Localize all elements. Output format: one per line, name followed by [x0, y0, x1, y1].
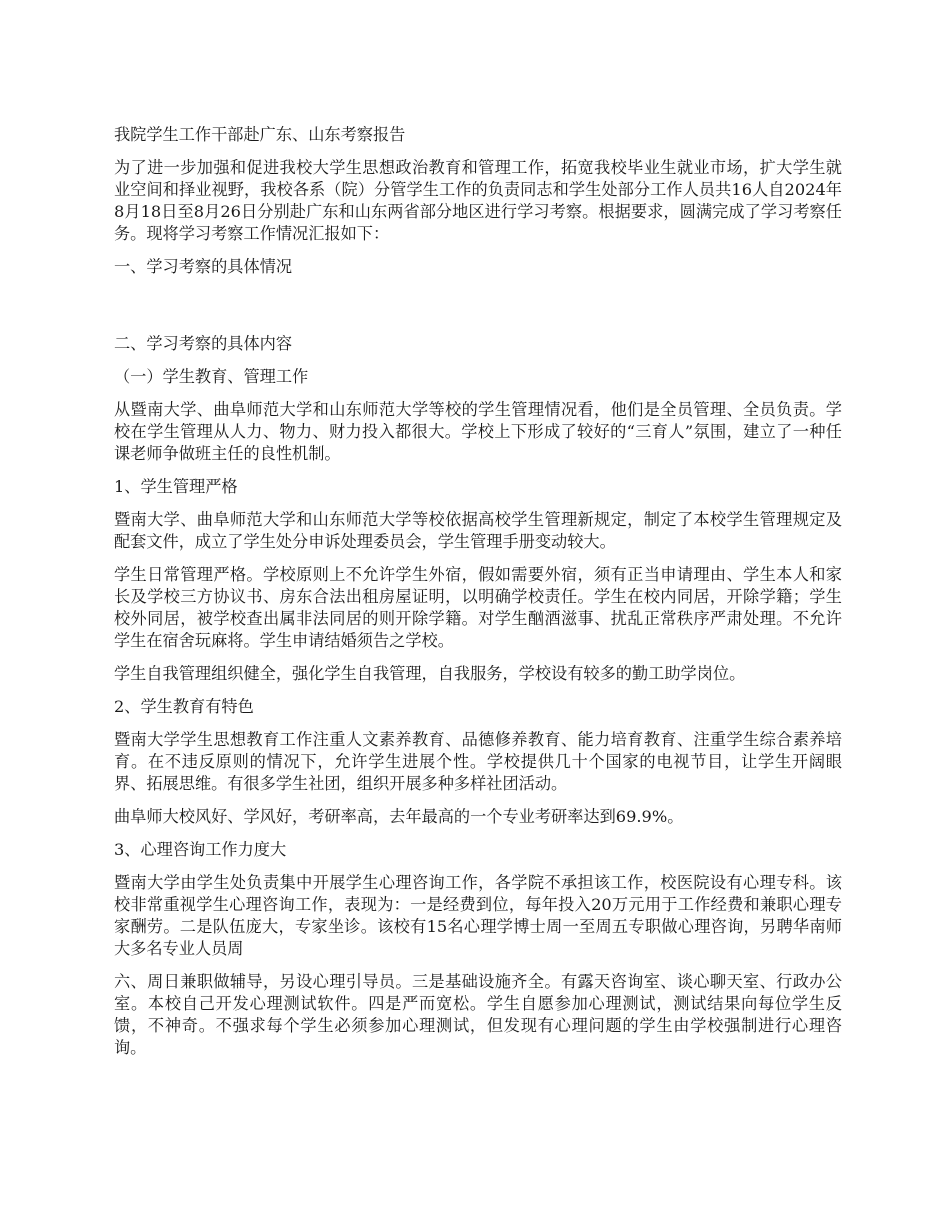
intro-paragraph: 为了进一步加强和促进我校大学生思想政治教育和管理工作，拓宽我校毕业生就业市场，扩大学生就业空间和择业视野，我校各系（院）分管学生工作的负责同志和学生处部分工作人员共16人自2024年8月18日至8月26日分别赴广东和山东两省部分地区进行学习考察。根据要求，圆满完成了学习考察任务。现将学习考察工作情况汇报如下：: [114, 158, 842, 243]
point-2-paragraph-2: 曲阜师大校风好、学风好，考研率高，去年最高的一个专业考研率达到69.9%。: [114, 807, 684, 826]
point-1-heading: 1、学生管理严格: [114, 477, 238, 496]
section-2-heading: 二、学习考察的具体内容: [114, 334, 293, 353]
subsection-1-heading: （一）学生教育、管理工作: [114, 367, 309, 386]
point-3-paragraph-1: 暨南大学由学生处负责集中开展学生心理咨询工作，各学院不承担该工作，校医院设有心理专科。该校非常重视学生心理咨询工作，表现为：一是经费到位，每年投入20万元用于工作经费和兼职心理专家酬劳。二是队伍庞大，专家坐诊。该校有15名心理学博士周一至周五专职做心理咨询，另聘华南师大多名专业人员周: [114, 873, 842, 958]
section-1-heading: 一、学习考察的具体情况: [114, 257, 293, 276]
point-2-paragraph-1: 暨南大学学生思想教育工作注重人文素养教育、品德修养教育、能力培育教育、注重学生综合素养培育。在不违反原则的情况下，允许学生进展个性。学校提供几十个国家的电视节目，让学生开阔眼界、拓展思维。有很多学生社团，组织开展多种多样社团活动。: [114, 730, 842, 793]
point-1-paragraph-1: 暨南大学、曲阜师范大学和山东师范大学等校依据高校学生管理新规定，制定了本校学生管理规定及配套文件，成立了学生处分申诉处理委员会，学生管理手册变动较大。: [114, 510, 842, 551]
point-3-paragraph-2: 六、周日兼职做辅导，另设心理引导员。三是基础设施齐全。有露天咨询室、谈心聊天室、行政办公室。本校自己开发心理测试软件。四是严而宽松。学生自愿参加心理测试，测试结果向每位学生反馈，不神奇。不强求每个学生必须参加心理测试，但发现有心理问题的学生由学校强制进行心理咨询。: [114, 972, 842, 1057]
document-title: 我院学生工作干部赴广东、山东考察报告: [114, 125, 406, 144]
point-2-heading: 2、学生教育有特色: [114, 697, 254, 716]
document-body: [114, 124, 842, 1070]
point-1-paragraph-2: 学生日常管理严格。学校原则上不允许学生外宿，假如需要外宿，须有正当申请理由、学生本人和家长及学校三方协议书、房东合法出租房屋证明，以明确学校责任。学生在校内同居，开除学籍；学生校外同居，被学校查出属非法同居的则开除学籍。对学生酗酒滋事、扰乱正常秩序严肃处理。不允许学生在宿舍玩麻将。学生申请结婚须告之学校。: [114, 565, 842, 650]
point-3-heading: 3、心理咨询工作力度大: [114, 840, 287, 859]
point-1-paragraph-3: 学生自我管理组织健全，强化学生自我管理，自我服务，学校设有较多的勤工助学岗位。: [114, 664, 746, 683]
subsection-1-paragraph: 从暨南大学、曲阜师范大学和山东师范大学等校的学生管理情况看，他们是全员管理、全员负责。学校在学生管理从人力、物力、财力投入都很大。学校上下形成了较好的“三育人”氛围，建立了一种任课老师争做班主任的良性机制。: [114, 400, 842, 463]
blank-gap: [114, 289, 842, 333]
